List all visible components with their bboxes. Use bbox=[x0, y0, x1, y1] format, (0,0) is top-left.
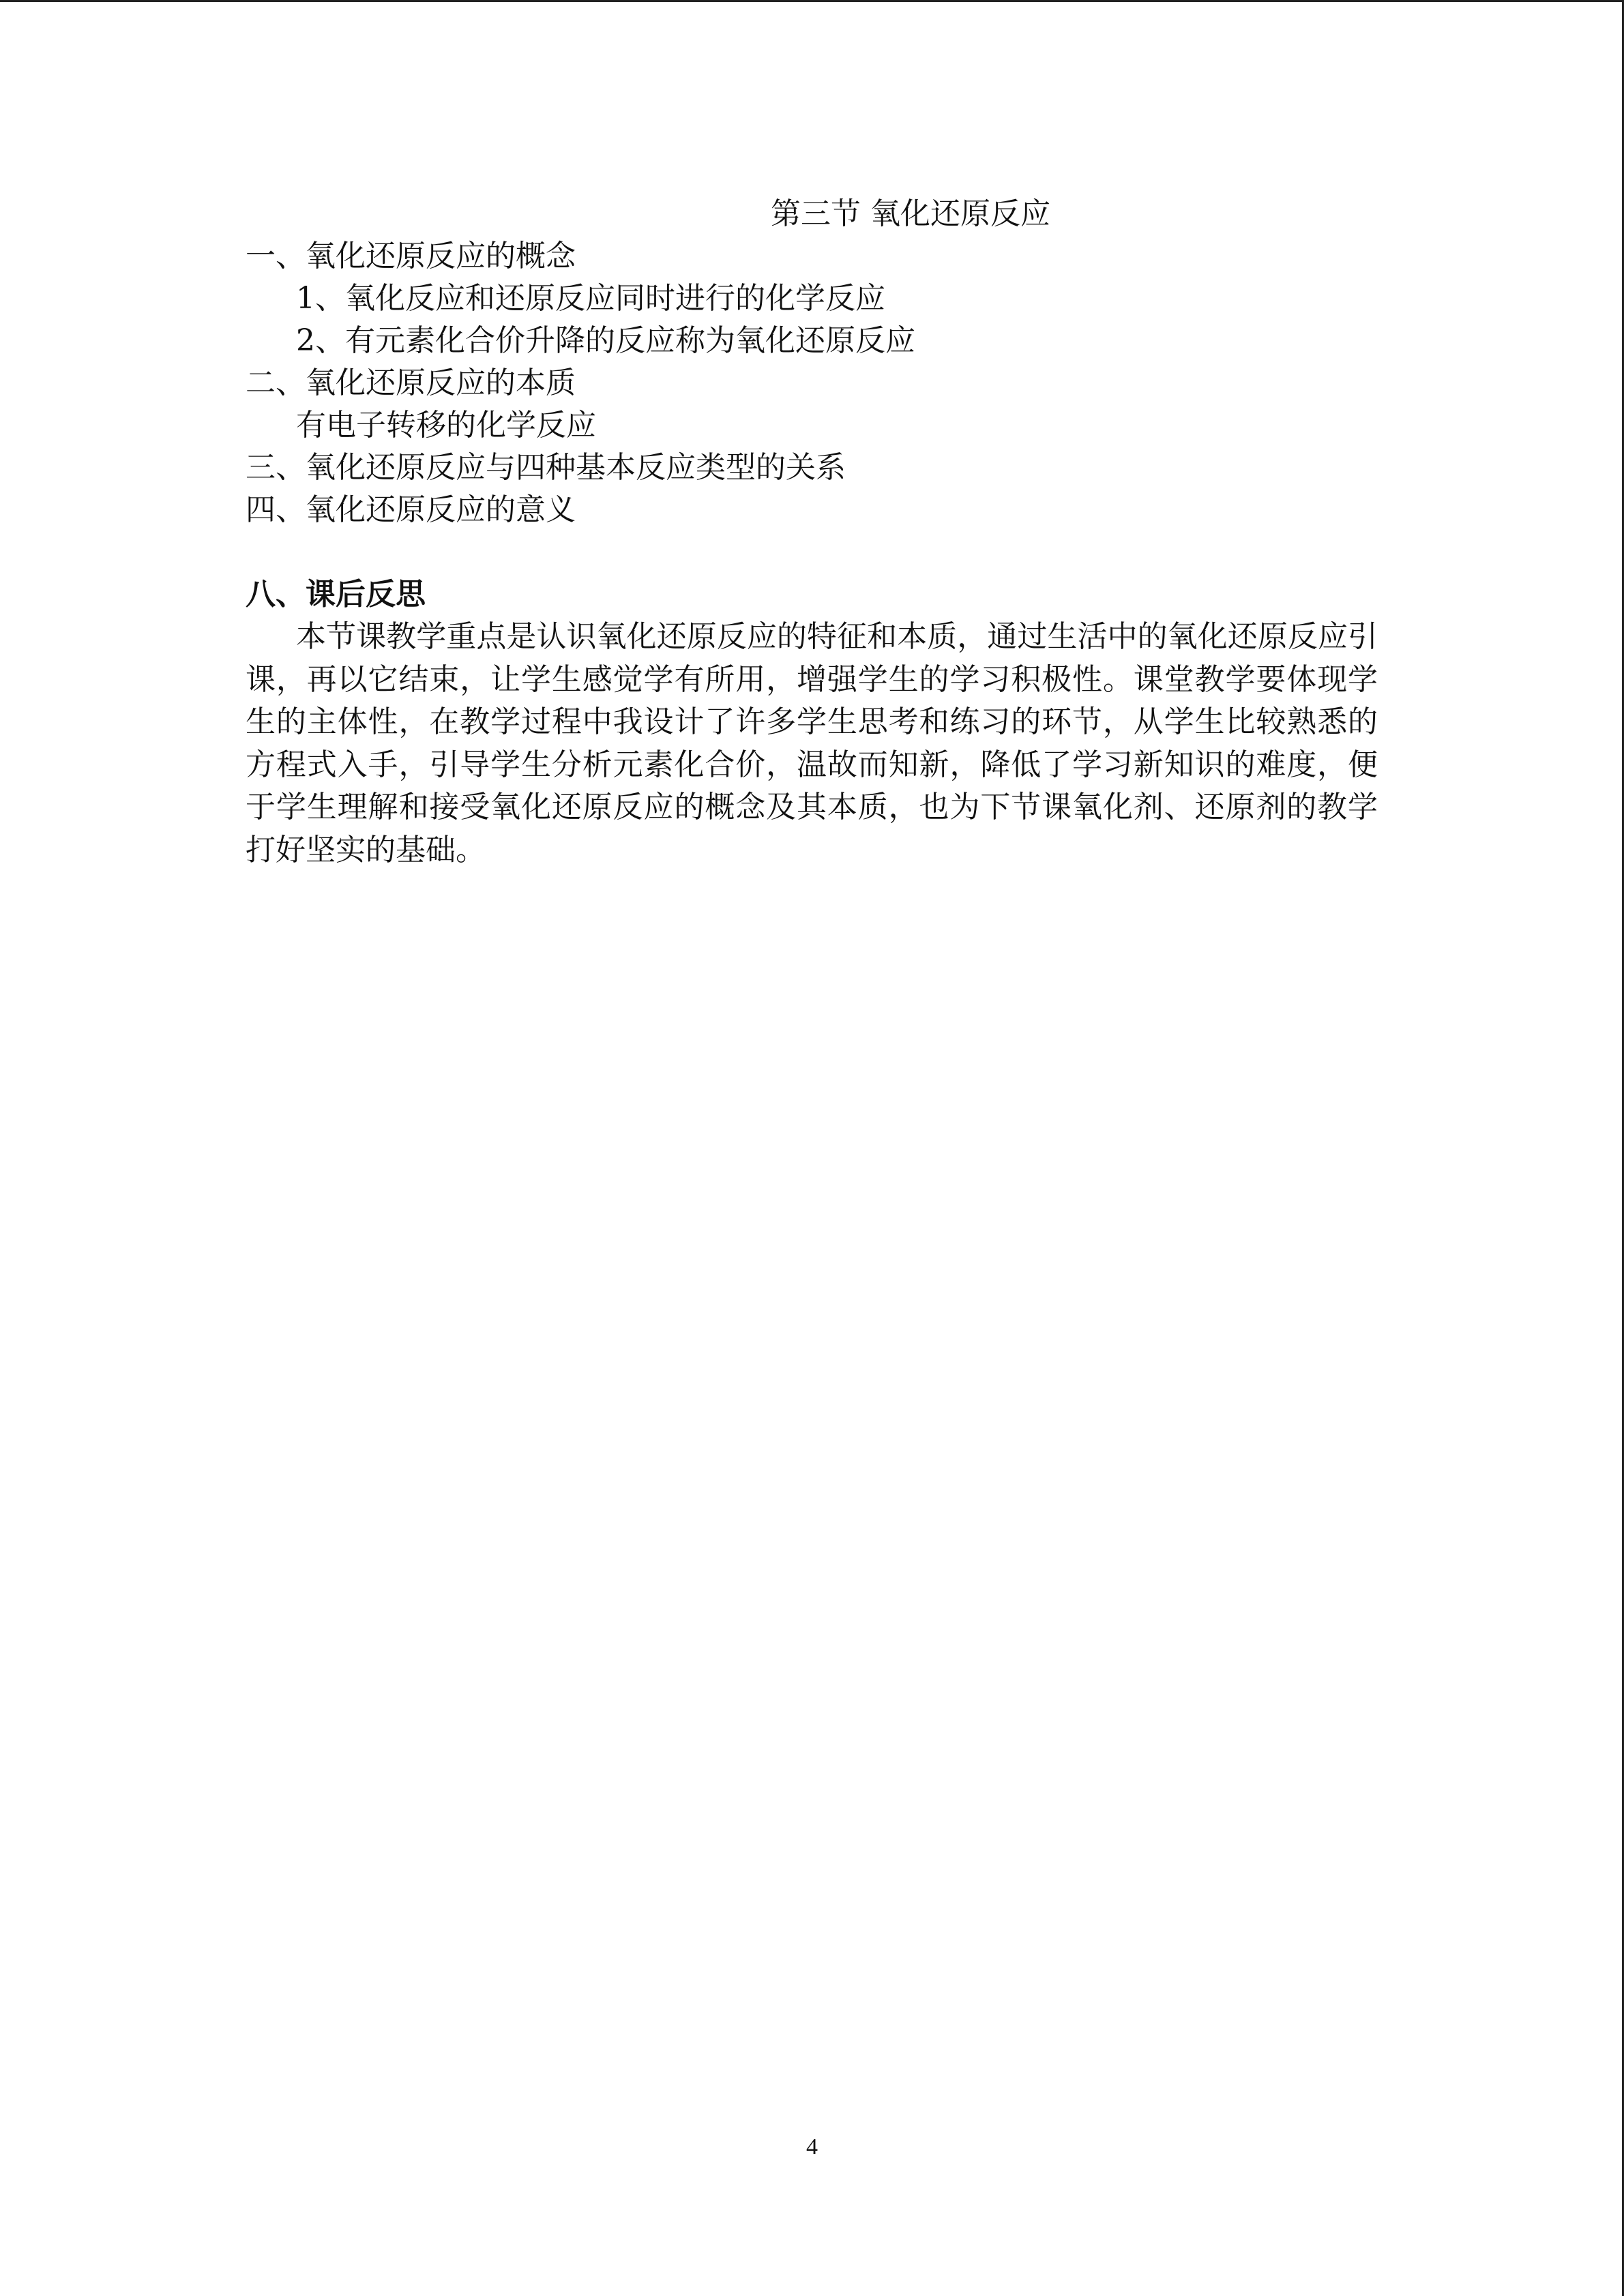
page-number: 4 bbox=[806, 2134, 818, 2160]
outline-item: 1、氧化反应和还原反应同时进行的化学反应 bbox=[296, 281, 885, 316]
outline-item: 一、氧化还原反应的概念 bbox=[246, 239, 576, 273]
outline-list bbox=[246, 235, 1391, 531]
section-title: 第三节 氧化还原反应 bbox=[771, 196, 1050, 231]
outline-item: 三、氧化还原反应与四种基本反应类型的关系 bbox=[246, 450, 846, 485]
reflection-paragraph: 本节课教学重点是认识氧化还原反应的特征和本质，通过生活中的氧化还原反应引课，再以它结束，让学生感觉学有所用，增强学生的学习积极性。课堂教学要体现学生的主体性，在教学过程中我设计了许多学生思考和练习的环节，从学生比较熟悉的方程式入手，引导学生分析元素化合价，温故而知新，降低了学习新知识的难度，便于学生理解和接受氧化还原反应的概念及其本质，也为下节课氧化剂、还原剂的教学打好坚实的基础。 bbox=[246, 619, 1378, 867]
document-body bbox=[246, 193, 1391, 871]
outline-item: 2、有元素化合价升降的反应称为氧化还原反应 bbox=[296, 323, 915, 358]
outline-item: 四、氧化还原反应的意义 bbox=[246, 492, 576, 527]
reflection-heading: 八、课后反思 bbox=[246, 577, 426, 612]
outline-item: 二、氧化还原反应的本质 bbox=[246, 366, 576, 400]
spacer bbox=[246, 531, 1391, 573]
page-top-border bbox=[0, 0, 1624, 2]
outline-item: 有电子转移的化学反应 bbox=[296, 408, 596, 443]
